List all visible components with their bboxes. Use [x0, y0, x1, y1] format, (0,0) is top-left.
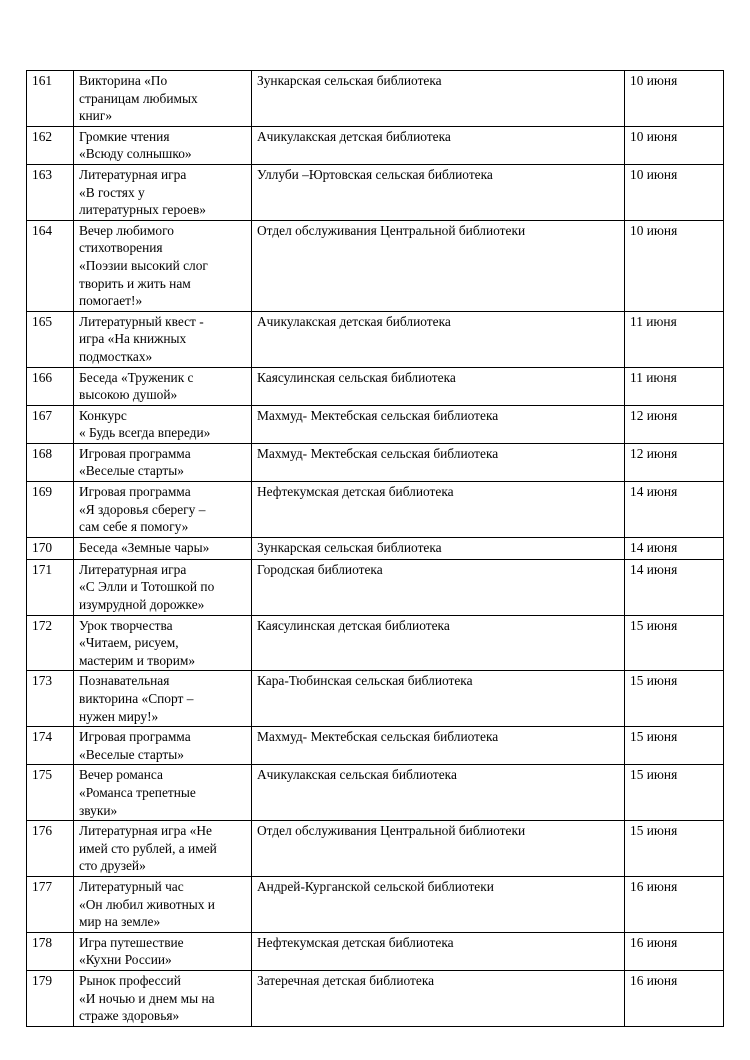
table-row: [27, 970, 724, 1026]
row-number: 168: [27, 443, 74, 481]
table-row: [27, 443, 724, 481]
event-title: Игра путешествие «Кухни России»: [74, 932, 252, 970]
event-venue: Нефтекумская детская библиотека: [252, 482, 625, 538]
event-date: 16 июня: [625, 876, 724, 932]
event-venue: Ачикулакская детская библиотека: [252, 126, 625, 164]
event-venue: Зункарская сельская библиотека: [252, 71, 625, 127]
event-title: Беседа «Труженик с высокою душой»: [74, 367, 252, 405]
event-venue: Отдел обслуживания Центральной библиотеки: [252, 220, 625, 311]
row-number: 174: [27, 727, 74, 765]
event-date: 15 июня: [625, 671, 724, 727]
event-date: 16 июня: [625, 970, 724, 1026]
row-number: 162: [27, 126, 74, 164]
event-title: Игровая программа «Веселые старты»: [74, 727, 252, 765]
table-row: [27, 220, 724, 311]
events-table: [26, 70, 724, 1027]
event-venue: Уллуби –Юртовская сельская библиотека: [252, 164, 625, 220]
event-venue: Каясулинская детская библиотека: [252, 615, 625, 671]
event-venue: Городская библиотека: [252, 559, 625, 615]
row-number: 166: [27, 367, 74, 405]
event-date: 15 июня: [625, 727, 724, 765]
row-number: 179: [27, 970, 74, 1026]
event-date: 10 июня: [625, 126, 724, 164]
table-row: [27, 367, 724, 405]
event-title: Литературная игра «С Элли и Тотошкой по изумрудной дорожке»: [74, 559, 252, 615]
table-row: [27, 126, 724, 164]
row-number: 172: [27, 615, 74, 671]
event-title: Беседа «Земные чары»: [74, 537, 252, 559]
row-number: 170: [27, 537, 74, 559]
row-number: 177: [27, 876, 74, 932]
event-venue: Кара-Тюбинская сельская библиотека: [252, 671, 625, 727]
event-venue: Ачикулакская сельская библиотека: [252, 765, 625, 821]
event-title: Игровая программа «Веселые старты»: [74, 443, 252, 481]
event-date: 16 июня: [625, 932, 724, 970]
row-number: 169: [27, 482, 74, 538]
event-date: 15 июня: [625, 821, 724, 877]
table-row: [27, 727, 724, 765]
event-venue: Андрей-Курганской сельской библиотеки: [252, 876, 625, 932]
table-row: [27, 71, 724, 127]
row-number: 178: [27, 932, 74, 970]
event-title: Познавательная викторина «Спорт – нужен миру!»: [74, 671, 252, 727]
table-row: [27, 932, 724, 970]
event-date: 15 июня: [625, 615, 724, 671]
event-title: Литературная игра «Не имей сто рублей, а имей сто друзей»: [74, 821, 252, 877]
row-number: 164: [27, 220, 74, 311]
event-title: Вечер романса «Романса трепетные звуки»: [74, 765, 252, 821]
event-venue: Отдел обслуживания Центральной библиотеки: [252, 821, 625, 877]
event-title: Литературный квест - игра «На книжных подмостках»: [74, 311, 252, 367]
event-date: 10 июня: [625, 164, 724, 220]
event-venue: Махмуд- Мектебская сельская библиотека: [252, 405, 625, 443]
event-venue: Нефтекумская детская библиотека: [252, 932, 625, 970]
event-date: 12 июня: [625, 405, 724, 443]
table-row: [27, 164, 724, 220]
table-row: [27, 671, 724, 727]
table-row: [27, 765, 724, 821]
event-title: Рынок профессий «И ночью и днем мы на страже здоровья»: [74, 970, 252, 1026]
event-title: Литературный час «Он любил животных и мир на земле»: [74, 876, 252, 932]
event-title: Викторина «По страницам любимых книг»: [74, 71, 252, 127]
table-row: [27, 311, 724, 367]
event-title: Конкурс « Будь всегда впереди»: [74, 405, 252, 443]
event-date: 11 июня: [625, 311, 724, 367]
event-venue: Каясулинская сельская библиотека: [252, 367, 625, 405]
event-venue: Зункарская сельская библиотека: [252, 537, 625, 559]
event-date: 10 июня: [625, 71, 724, 127]
table-row: [27, 559, 724, 615]
row-number: 163: [27, 164, 74, 220]
row-number: 167: [27, 405, 74, 443]
event-venue: Махмуд- Мектебская сельская библиотека: [252, 443, 625, 481]
table-row: [27, 537, 724, 559]
event-date: 12 июня: [625, 443, 724, 481]
event-date: 14 июня: [625, 482, 724, 538]
table-row: [27, 821, 724, 877]
event-title: Громкие чтения «Всюду солнышко»: [74, 126, 252, 164]
event-date: 14 июня: [625, 537, 724, 559]
row-number: 176: [27, 821, 74, 877]
events-table-body: [27, 71, 724, 1027]
event-venue: Ачикулакская детская библиотека: [252, 311, 625, 367]
table-row: [27, 876, 724, 932]
event-title: Урок творчества «Читаем, рисуем, мастерим и творим»: [74, 615, 252, 671]
table-row: [27, 482, 724, 538]
event-date: 11 июня: [625, 367, 724, 405]
row-number: 165: [27, 311, 74, 367]
row-number: 173: [27, 671, 74, 727]
event-title: Литературная игра «В гостях у литературных героев»: [74, 164, 252, 220]
event-date: 14 июня: [625, 559, 724, 615]
event-title: Игровая программа «Я здоровья сберегу – сам себе я помогу»: [74, 482, 252, 538]
event-venue: Затеречная детская библиотека: [252, 970, 625, 1026]
row-number: 171: [27, 559, 74, 615]
table-row: [27, 615, 724, 671]
table-row: [27, 405, 724, 443]
row-number: 161: [27, 71, 74, 127]
event-venue: Махмуд- Мектебская сельская библиотека: [252, 727, 625, 765]
event-date: 15 июня: [625, 765, 724, 821]
row-number: 175: [27, 765, 74, 821]
event-date: 10 июня: [625, 220, 724, 311]
event-title: Вечер любимого стихотворения «Поэзии высокий слог творить и жить нам помогает!»: [74, 220, 252, 311]
